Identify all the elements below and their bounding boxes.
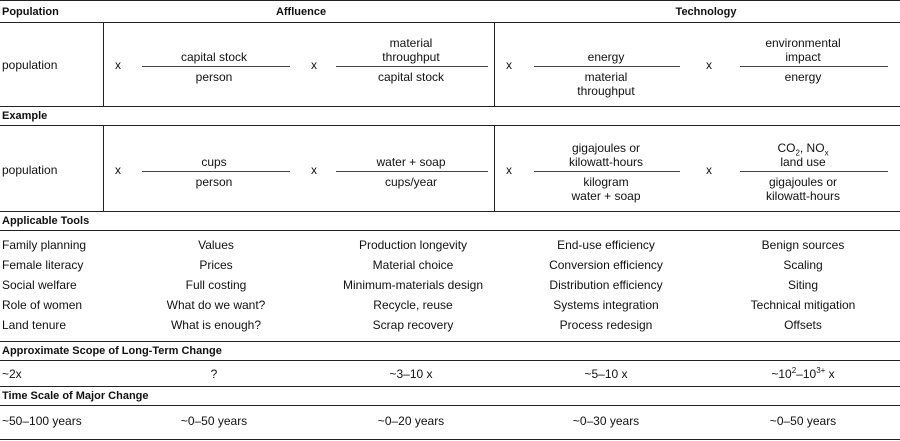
list-item: Scaling [783,258,823,272]
fraction-bar [534,66,680,67]
tools-column-technology-2 [751,235,856,335]
rule [0,22,900,23]
fraction-numerator: $CO_2$, $NO_x$ land use [777,141,829,169]
fraction-bar [142,66,290,67]
header-technology: Technology [675,6,737,18]
list-item: Social welfare [2,278,77,292]
list-item: Conversion efficiency [549,258,663,272]
times-sign: x [115,58,121,72]
times-sign: x [706,58,712,72]
scope-value: $\sim 10^2-10^{3+}$ x [771,366,835,381]
list-item: Full costing [185,278,247,292]
list-item: Role of women [2,298,83,312]
header-affluence: Affluence [275,6,327,18]
fraction-numerator: capital stock [180,50,248,64]
column-divider [103,22,104,106]
list-item: Systems integration [553,298,659,312]
fraction-denominator: energy [784,70,822,84]
list-item: Female literacy [2,258,84,272]
section-heading-tools: Applicable Tools [2,215,90,227]
times-sign: x [115,163,121,177]
example-population: population [2,163,58,177]
tools-column-technology-1 [549,235,663,335]
rule [0,211,900,212]
fraction-bar [534,171,680,172]
scope-value: ~5–10 x [584,367,628,381]
fraction-denominator: cups/year [384,175,438,189]
header-population: Population [2,6,59,18]
section-heading-timescale: Time Scale of Major Change [2,390,149,402]
list-item: Values [198,238,234,252]
fraction-bar [336,171,488,172]
fraction-denominator: gigajoules or kilowatt-hours [765,175,841,203]
fraction-numerator: energy [587,50,625,64]
times-sign: x [311,58,317,72]
scope-value: ? [210,367,218,381]
rule [0,341,900,342]
column-divider [494,22,495,106]
list-item: Process redesign [559,318,653,332]
list-item: Family planning [2,238,87,252]
list-item: Recycle, reuse [373,298,453,312]
times-sign: x [506,58,512,72]
list-item: Benign sources [761,238,845,252]
fraction-denominator: material throughput [577,70,635,98]
scope-value: ~2x [2,367,22,381]
rule-bottom [0,439,900,440]
list-item: Land tenure [2,318,67,332]
fraction-numerator: material throughput [382,36,440,64]
list-item: Scrap recovery [372,318,454,332]
list-item: Prices [199,258,233,272]
timescale-value: ~0–50 years [769,414,837,428]
fraction-bar [336,66,488,67]
list-item: What do we want? [166,298,266,312]
tools-column-affluence-2 [343,235,483,335]
fraction-denominator: kilogram water + soap [571,175,641,203]
fraction-bar [142,171,290,172]
fraction-denominator: person [195,175,233,189]
times-sign: x [311,163,317,177]
section-heading-example: Example [2,110,48,122]
list-item: Distribution efficiency [549,278,663,292]
fraction-bar [740,66,888,67]
fraction-numerator: water + soap [376,155,446,169]
fraction-numerator: environmental impact [765,36,841,64]
tools-column-population [2,235,86,335]
section-heading-scope: Approximate Scope of Long-Term Change [2,345,222,357]
timescale-value: ~0–50 years [180,414,248,428]
times-sign: x [706,163,712,177]
list-item: What is enough? [170,318,262,332]
rule [0,360,900,361]
fraction-bar [740,171,888,172]
tools-column-affluence-1 [167,235,266,335]
fraction-denominator: person [195,70,233,84]
list-item: Offsets [784,318,822,332]
timescale-value: ~0–30 years [572,414,640,428]
list-item: End-use efficiency [557,238,655,252]
list-item: Material choice [372,258,454,272]
list-item: Production longevity [358,238,468,252]
fraction-numerator: cups [201,155,227,169]
rule [0,106,900,107]
timescale-value: ~50–100 years [2,414,82,428]
times-sign: x [506,163,512,177]
column-divider [494,125,495,211]
formula-population: population [2,58,58,72]
column-divider [103,125,104,211]
rule [0,405,900,406]
fraction-numerator: gigajoules or kilowatt-hours [568,141,644,169]
fraction-denominator: capital stock [377,70,445,84]
list-item: Minimum-materials design [342,278,484,292]
scope-value: ~3–10 x [389,367,433,381]
timescale-value: ~0–20 years [377,414,445,428]
rule [0,230,900,231]
list-item: Technical mitigation [750,298,856,312]
rule [0,386,900,387]
list-item: Siting [787,278,819,292]
rule [0,125,900,126]
rule-top [0,0,900,1]
